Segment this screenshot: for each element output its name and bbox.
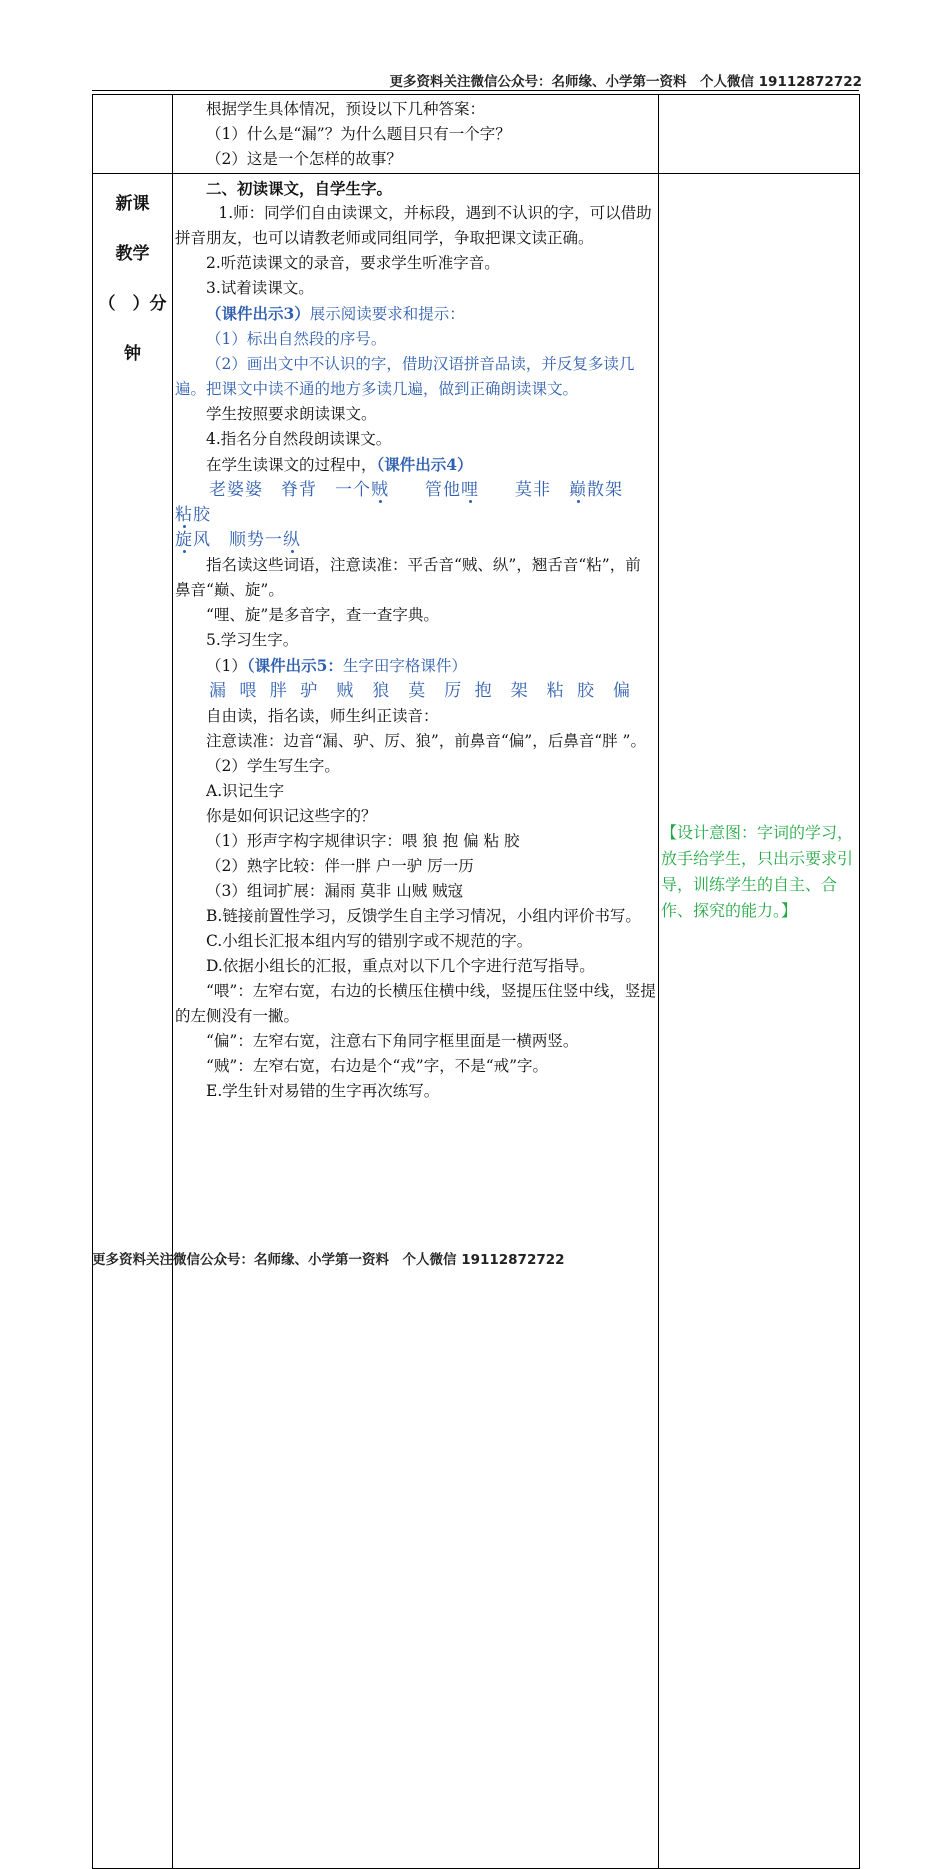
paragraph: （2）学生写生字。 <box>206 757 340 775</box>
vocabulary-char <box>263 480 281 500</box>
paragraph: 自由读，指名读，师生纠正读音： <box>206 707 439 725</box>
vocabulary-char <box>551 480 569 500</box>
vocabulary-char: 贼 <box>371 480 389 500</box>
paragraph: 你是如何识记这些字的？ <box>206 807 377 825</box>
vocabulary-char: 旋 <box>175 530 193 550</box>
vocabulary-char <box>623 480 641 500</box>
intro-content-cell <box>173 95 659 174</box>
vocabulary-char: 脊 <box>281 480 299 500</box>
design-intent-note: 【设计意图：字词的学习，放手给学生，只出示要求引导，训练学生的自主、合作、探究的能力。】 <box>659 174 860 1869</box>
vocabulary-char: 一 <box>335 480 353 500</box>
courseware-4-line <box>175 452 656 478</box>
paragraph: 5.学习生字。 <box>206 631 299 649</box>
vocabulary-char: 胶 <box>193 505 211 525</box>
vocabulary-char: 哩 <box>461 480 479 500</box>
section-cell-empty <box>93 95 173 174</box>
section-label-line: （ ）分 <box>98 294 167 314</box>
reading-tip: （1）标出自然段的序号。 <box>206 330 387 348</box>
vocabulary-char: 一 <box>265 530 283 550</box>
section-heading: 二、初读课文，自学生字。 <box>206 179 393 198</box>
paragraph: 1.师：同学们自由读课文，并标段，遇到不认识的字，可以借助拼音朋友，也可以请教老师或同组同学，争取把课文读正确。 <box>175 204 652 247</box>
paragraph: A.识记生字 <box>206 782 285 800</box>
vocabulary-char: 顺 <box>229 530 247 550</box>
new-characters-line: 漏 喂 胖 驴 贼 狼 莫 厉 抱 架 粘 胶 偏 <box>209 681 632 701</box>
intro-line: （1）什么是“漏”？为什么题目只有一个字？ <box>206 125 511 143</box>
table-row-new-lesson <box>93 174 860 1869</box>
paragraph: 学生按照要求朗读课文。 <box>206 405 377 423</box>
vocabulary-char: 老 <box>209 480 227 500</box>
lesson-plan-table <box>92 94 860 1869</box>
vocabulary-char: 架 <box>605 480 623 500</box>
vocabulary-char <box>389 480 425 500</box>
note-cell-empty <box>659 95 860 174</box>
vocabulary-char: 纵 <box>283 530 301 550</box>
vocabulary-char: 个 <box>353 480 371 500</box>
vocabulary-char: 巅 <box>569 480 587 500</box>
paragraph: 注意读准：边音“漏、驴、厉、狼”，前鼻音“偏”，后鼻音“胖 ”。 <box>206 732 646 750</box>
paragraph: 2.听范读课文的录音，要求学生听准字音。 <box>206 254 500 272</box>
section-label-cell <box>93 174 173 1869</box>
reading-tip: （2）画出文中不认识的字，借助汉语拼音品读，并反复多读几遍。把课文中读不通的地方多读几遍，做到正确朗读课文。 <box>175 355 635 398</box>
paragraph: 指名读这些词语，注意读准：平舌音“贼、纵”，翘舌音“粘”，前鼻音“巅、旋”。 <box>175 556 641 599</box>
vocabulary-char: 粘 <box>175 505 193 525</box>
intro-line: 根据学生具体情况，预设以下几种答案： <box>206 100 486 118</box>
paragraph: 3.试着读课文。 <box>206 279 314 297</box>
courseware-text: 展示阅读要求和提示： <box>309 305 465 323</box>
vocabulary-char: 婆 <box>245 480 263 500</box>
intro-line: （2）这是一个怎样的故事？ <box>206 150 402 168</box>
courseware-3-line <box>175 301 656 327</box>
courseware-tag: （课件出示5： <box>246 656 343 675</box>
page-header: 更多资料关注微信公众号：名师缘、小学第一资料 个人微信 19112872722 <box>389 74 862 90</box>
vocabulary-line <box>175 478 656 528</box>
courseware-tag: （课件出示4） <box>376 455 473 474</box>
paragraph: （1）形声字构字规律识字：喂 狼 抱 偏 粘 胶 <box>206 832 520 850</box>
paragraph: 4.指名分自然段朗读课文。 <box>206 430 392 448</box>
vocabulary-char: 非 <box>533 480 551 500</box>
courseware-lead-text: 在学生读课文的过程中， <box>206 456 377 474</box>
paragraph: D.依据小组长的汇报，重点对以下几个字进行范写指导。 <box>206 957 595 975</box>
vocabulary-char: 散 <box>587 480 605 500</box>
page-footer: 更多资料关注微信公众号：名师缘、小学第一资料 个人微信 19112872722 <box>92 1252 565 1268</box>
paragraph: （2）熟字比较：伴一胖 户一驴 厉一历 <box>206 857 474 875</box>
section-label-line: 新课 <box>115 194 150 214</box>
paragraph: “偏”：左窄右宽，注意右下角同字框里面是一横两竖。 <box>206 1032 579 1050</box>
vocabulary-char: 婆 <box>227 480 245 500</box>
header-rule <box>92 90 859 91</box>
vocabulary-char: 风 <box>193 530 211 550</box>
courseware-5-line <box>175 653 656 679</box>
courseware-tag: （课件出示3） <box>206 304 310 323</box>
paragraph: （3）组词扩展：漏雨 莫非 山贼 贼寇 <box>206 882 464 900</box>
vocabulary-char: 势 <box>247 530 265 550</box>
vocabulary-char: 背 <box>299 480 317 500</box>
table-row-intro <box>93 95 860 174</box>
item-number: （1） <box>206 657 247 675</box>
paragraph: C.小组长汇报本组内写的错别字或不规范的字。 <box>206 932 533 950</box>
paragraph: B.链接前置性学习，反馈学生自主学习情况，小组内评价书写。 <box>206 907 641 925</box>
vocabulary-line <box>175 528 656 553</box>
vocabulary-char <box>317 480 335 500</box>
paragraph: “贼”：左窄右宽，右边是个“戎”字，不是“戒”字。 <box>206 1057 549 1075</box>
vocabulary-char: 他 <box>443 480 461 500</box>
vocabulary-char <box>211 530 229 550</box>
paragraph: “哩、旋”是多音字，查一查字典。 <box>206 606 439 624</box>
paragraph: E.学生针对易错的生字再次练写。 <box>206 1082 440 1100</box>
section-label-line: 钟 <box>124 344 141 364</box>
vocabulary-char: 莫 <box>515 480 533 500</box>
section-label-line: 教学 <box>115 244 150 264</box>
vocabulary-char: 管 <box>425 480 443 500</box>
vocabulary-char <box>479 480 515 500</box>
lesson-content-cell <box>173 174 659 1869</box>
courseware-text: 生字田字格课件） <box>342 657 467 675</box>
paragraph: “喂”：左窄右宽，右边的长横压住横中线，竖提压住竖中线，竖提的左侧没有一撇。 <box>175 982 656 1025</box>
